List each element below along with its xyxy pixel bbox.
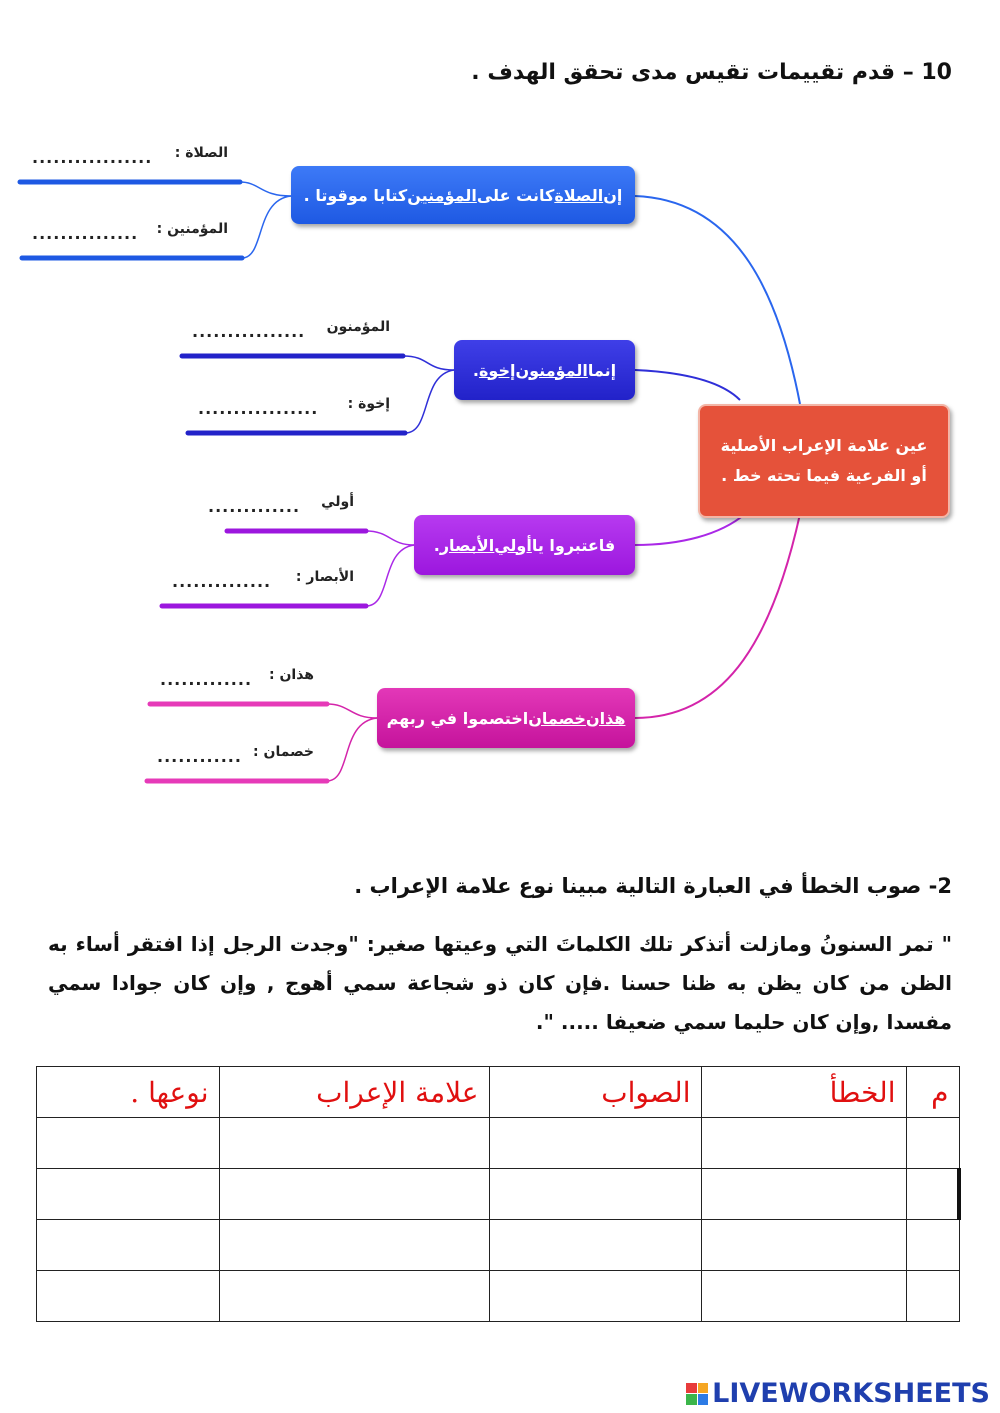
header-number: م xyxy=(906,1067,959,1118)
table-row xyxy=(37,1220,960,1271)
node2-text: إنما xyxy=(587,360,617,380)
table-row xyxy=(37,1271,960,1322)
node3-word-1: أولي xyxy=(494,535,532,555)
cell[interactable] xyxy=(906,1271,959,1322)
node4-word-2: خصمان xyxy=(528,708,586,728)
cell[interactable] xyxy=(701,1271,906,1322)
question-10-title: 10 – قدم تقييمات تقيس مدى تحقق الهدف . xyxy=(471,60,952,85)
node1-word-2: المؤمنين xyxy=(407,185,477,205)
table-row xyxy=(37,1118,960,1169)
mindmap-node-3 xyxy=(414,515,635,575)
cell[interactable] xyxy=(37,1118,220,1169)
answer-label-4: إخوة : xyxy=(347,396,390,412)
center-line-1: عين علامة الإعراب الأصلية xyxy=(720,436,928,455)
table-row xyxy=(37,1169,960,1220)
cell[interactable] xyxy=(906,1118,959,1169)
header-error: الخطأ xyxy=(701,1067,906,1118)
cell[interactable] xyxy=(219,1220,489,1271)
answer-label-8: خصمان : xyxy=(253,744,314,760)
answer-blank-3[interactable]: ................ xyxy=(192,322,306,341)
cell[interactable] xyxy=(37,1169,220,1220)
answer-label-6: الأبصار : xyxy=(295,569,354,585)
node3-text: فاعتبروا يا xyxy=(531,535,616,555)
node2-text-end: . xyxy=(472,360,479,380)
header-correct: الصواب xyxy=(489,1067,701,1118)
answer-blank-5[interactable]: ............. xyxy=(208,497,301,516)
node4-text-end: اختصموا في ربهم xyxy=(386,708,529,728)
answer-label-2: المؤمنين : xyxy=(156,221,228,237)
question-2-title: 2- صوب الخطأ في العبارة التالية مبينا نوع علامة الإعراب . xyxy=(354,874,952,898)
mindmap-node-1 xyxy=(291,166,635,224)
answer-blank-4[interactable]: ................. xyxy=(198,399,319,418)
cell[interactable] xyxy=(906,1169,959,1220)
header-type: نوعها . xyxy=(37,1067,220,1118)
answer-blank-1[interactable]: ................. xyxy=(32,148,153,167)
answer-blank-8[interactable]: ............ xyxy=(157,747,242,766)
cell[interactable] xyxy=(489,1220,701,1271)
mindmap-node-2 xyxy=(454,340,635,400)
cell[interactable] xyxy=(701,1169,906,1220)
answer-blank-2[interactable]: ............... xyxy=(32,224,139,243)
cell[interactable] xyxy=(489,1169,701,1220)
answer-label-7: هذان : xyxy=(268,667,314,683)
cell[interactable] xyxy=(701,1118,906,1169)
header-case-mark: علامة الإعراب xyxy=(219,1067,489,1118)
cell[interactable] xyxy=(37,1271,220,1322)
cell[interactable] xyxy=(489,1118,701,1169)
node3-word-2: الأبصار xyxy=(439,535,495,555)
cell[interactable] xyxy=(701,1220,906,1271)
cell[interactable] xyxy=(489,1271,701,1322)
logo-icon xyxy=(686,1383,708,1405)
node1-text-mid: كانت على xyxy=(476,185,555,205)
cell[interactable] xyxy=(906,1220,959,1271)
quote-paragraph: " تمر السنونُ ومازلت أتذكر تلك الكلماتَ التي وعيتها صغير: "وجدت الرجل إذا افتقر أساء به الظن من كان يظن به ظنا حسنا .فإن كان ذو شجاعة سمي أهوج , وإن كان جوادا سمي مفسدا ,وإن كان حليما سمي ضعيفا ..... ". xyxy=(48,932,952,1034)
center-line-2: أو الفرعية فيما تحته خط . xyxy=(721,466,927,485)
answer-blank-7[interactable]: ............. xyxy=(160,670,253,689)
mindmap-center-node xyxy=(698,404,950,518)
node1-text-end: كتابا موقوتا . xyxy=(303,185,408,205)
node3-text-end: . xyxy=(433,535,440,555)
cell[interactable] xyxy=(219,1118,489,1169)
node4-word-1: هذان xyxy=(585,708,626,728)
answer-label-3: المؤمنون xyxy=(326,319,390,335)
answer-label-1: الصلاة : xyxy=(174,145,228,161)
mindmap-node-4 xyxy=(377,688,635,748)
liveworksheets-logo xyxy=(686,1378,990,1409)
node2-word-1: المؤمنون xyxy=(515,360,588,380)
cell[interactable] xyxy=(219,1271,489,1322)
logo-text: LIVEWORKSHEETS xyxy=(712,1378,990,1409)
cell[interactable] xyxy=(219,1169,489,1220)
cell[interactable] xyxy=(37,1220,220,1271)
answer-label-5: أولي xyxy=(321,494,354,510)
node1-text: إن xyxy=(603,185,623,205)
answer-table xyxy=(36,1066,961,1322)
node1-word-1: الصلاة xyxy=(554,185,604,205)
answer-blank-6[interactable]: .............. xyxy=(172,572,272,591)
node2-word-2: إخوة xyxy=(478,360,516,380)
